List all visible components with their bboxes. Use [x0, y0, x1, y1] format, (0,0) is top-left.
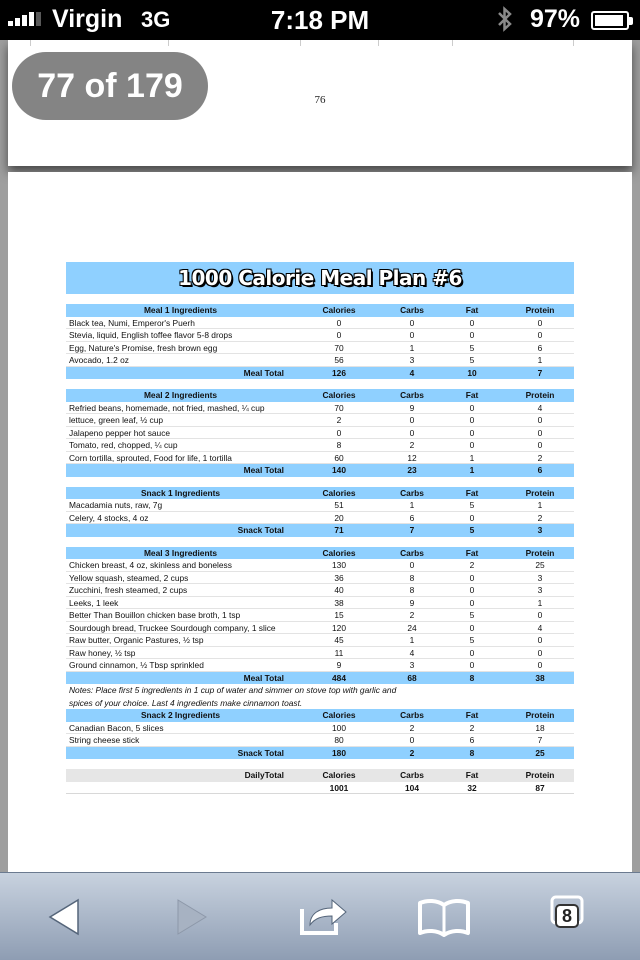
column-header: Fat — [465, 710, 479, 720]
ingredient-name: Refried beans, homemade, not fried, mashed, ¼ cup — [69, 402, 265, 413]
carbs-value: 6 — [409, 512, 415, 523]
daily-total-header — [66, 769, 574, 782]
table-row — [66, 572, 574, 585]
carbs-value: 0 — [409, 330, 415, 340]
carbs-value: 3 — [409, 355, 415, 365]
table-row — [66, 342, 574, 355]
carbs-value: 0 — [409, 735, 415, 745]
table-row — [66, 584, 574, 597]
ingredient-name: Canadian Bacon, 5 slices — [69, 722, 164, 733]
calories-value: 130 — [332, 560, 346, 570]
carbs-value: 1 — [409, 500, 415, 510]
fat-value: 0 — [469, 572, 475, 583]
total-calories: 484 — [332, 672, 346, 683]
carbs-value: 0 — [409, 317, 415, 328]
ingredient-name: Yellow squash, steamed, 2 cups — [69, 572, 189, 583]
carbs-value: 8 — [409, 572, 415, 583]
table-row — [66, 317, 574, 330]
ingredient-name: Chicken breast, 4 oz, skinless and boneless — [69, 560, 232, 570]
section-total-row — [66, 747, 574, 760]
calories-value: 60 — [334, 452, 344, 463]
notes-text: Notes: Place first 5 ingredients in 1 cup of water and simmer on stove top with garlic and — [69, 685, 397, 695]
battery-percent: 97% — [530, 5, 581, 33]
section-total-row — [66, 524, 574, 537]
section-title: Snack 2 Ingredients — [140, 710, 221, 720]
column-header: Fat — [465, 390, 479, 400]
protein-value: 2 — [537, 452, 543, 463]
protein-value: 3 — [537, 572, 543, 583]
calories-value: 80 — [334, 735, 344, 745]
section-total-row — [66, 464, 574, 477]
status-bar — [0, 0, 640, 40]
calories-value: 20 — [334, 512, 344, 523]
protein-value: 1 — [537, 597, 543, 608]
carrier-name: Virgin — [52, 5, 123, 33]
calories-value: 70 — [334, 402, 344, 413]
column-header: Fat — [465, 547, 479, 558]
column-header: Fat — [465, 770, 479, 780]
page-counter: 77 of 179 — [12, 52, 208, 120]
column-header: Carbs — [400, 487, 424, 498]
bookmarks-button[interactable] — [414, 887, 474, 947]
table-row — [66, 559, 574, 572]
meal-plan-title: 1000 Calorie Meal Plan #6 — [66, 262, 574, 294]
fat-value: 0 — [469, 427, 475, 438]
section-total-row — [66, 367, 574, 380]
calories-value: 40 — [334, 585, 344, 595]
total-carbs: 2 — [409, 747, 415, 758]
ingredient-name: Jalapeno pepper hot sauce — [69, 427, 171, 438]
table-row — [66, 622, 574, 635]
column-header: Calories — [322, 710, 356, 720]
total-calories: 126 — [332, 367, 346, 378]
fat-value: 0 — [469, 512, 475, 523]
total-carbs: 4 — [409, 367, 415, 378]
protein-value: 7 — [537, 735, 543, 745]
tabs-button[interactable] — [544, 887, 604, 947]
daily-protein: 87 — [535, 782, 545, 793]
carbs-value: 9 — [409, 402, 415, 413]
protein-value: 4 — [537, 622, 543, 633]
carbs-value: 4 — [409, 647, 415, 658]
fat-value: 5 — [469, 610, 475, 620]
total-calories: 140 — [332, 465, 346, 475]
calories-value: 0 — [336, 317, 342, 328]
column-header: Carbs — [400, 390, 424, 400]
table-row — [66, 634, 574, 647]
protein-value: 18 — [535, 722, 545, 733]
fat-value: 5 — [469, 500, 475, 510]
carbs-value: 0 — [409, 427, 415, 438]
protein-value: 0 — [537, 610, 543, 620]
calories-value: 51 — [334, 500, 344, 510]
calories-value: 11 — [334, 647, 344, 658]
total-carbs: 23 — [407, 465, 417, 475]
ingredient-name: Corn tortilla, sprouted, Food for life, 1 tortilla — [69, 452, 232, 463]
column-header: Fat — [465, 305, 479, 315]
ingredient-name: Better Than Bouillon chicken base broth, 1 tsp — [69, 610, 241, 620]
daily-total-row — [66, 782, 574, 795]
tabs-count: 8 — [555, 904, 579, 928]
total-carbs: 7 — [409, 525, 415, 535]
protein-value: 0 — [537, 635, 543, 645]
calories-value: 2 — [336, 415, 342, 425]
table-row — [66, 722, 574, 735]
notes-text: spices of your choice. Last 4 ingredients make cinnamon toast. — [69, 697, 303, 708]
carbs-value: 24 — [407, 622, 417, 633]
back-button[interactable] — [34, 887, 94, 947]
table-row — [66, 734, 574, 747]
total-fat: 10 — [467, 367, 477, 378]
ingredient-name: String cheese stick — [69, 735, 140, 745]
carbs-value: 2 — [409, 440, 415, 450]
total-fat: 8 — [469, 672, 475, 683]
current-page — [8, 172, 632, 872]
table-row — [66, 499, 574, 512]
section-header — [66, 389, 574, 402]
protein-value: 2 — [537, 512, 543, 523]
protein-value: 4 — [537, 402, 543, 413]
total-label: Meal Total — [243, 367, 284, 378]
calories-value: 45 — [334, 635, 344, 645]
daily-fat: 32 — [467, 782, 477, 793]
protein-value: 1 — [537, 500, 543, 510]
carbs-value: 12 — [407, 452, 417, 463]
column-header: Protein — [525, 305, 555, 315]
column-header: Protein — [525, 770, 555, 780]
column-header: Carbs — [400, 770, 424, 780]
carbs-value: 1 — [409, 635, 415, 645]
network-type: 3G — [141, 7, 171, 32]
table-row — [66, 439, 574, 452]
ingredient-name: Egg, Nature's Promise, fresh brown egg — [69, 342, 218, 353]
carbs-value: 0 — [409, 415, 415, 425]
daily-total-label: DailyTotal — [244, 770, 284, 780]
protein-value: 1 — [537, 355, 543, 365]
ingredient-name: Zucchini, fresh steamed, 2 cups — [69, 585, 188, 595]
total-protein: 38 — [535, 672, 545, 683]
calories-value: 100 — [332, 722, 346, 733]
table-row — [66, 354, 574, 367]
column-header: Calories — [322, 390, 356, 400]
protein-value: 0 — [537, 647, 543, 658]
battery-level-fill — [595, 15, 623, 26]
calories-value: 15 — [334, 610, 344, 620]
protein-value: 0 — [537, 440, 543, 450]
total-fat: 8 — [469, 747, 475, 758]
section-title: Meal 1 Ingredients — [143, 305, 218, 315]
ingredient-name: Black tea, Numi, Emperor's Puerh — [69, 317, 195, 328]
protein-value: 3 — [537, 585, 543, 595]
column-header: Fat — [465, 487, 479, 498]
section-total-row — [66, 672, 574, 685]
carbs-value: 8 — [409, 585, 415, 595]
calories-value: 120 — [332, 622, 346, 633]
fat-value: 2 — [469, 722, 475, 733]
section-title: Meal 2 Ingredients — [143, 390, 218, 400]
protein-value: 6 — [537, 342, 543, 353]
fat-value: 6 — [469, 735, 475, 745]
page-number: 76 — [314, 94, 326, 106]
protein-value: 0 — [537, 415, 543, 425]
ingredient-name: Macadamia nuts, raw, 7g — [69, 500, 163, 510]
protein-value: 0 — [537, 330, 543, 340]
bookmarks-icon — [417, 897, 471, 937]
section-header — [66, 547, 574, 560]
daily-calories: 1001 — [329, 782, 349, 793]
total-label: Snack Total — [237, 525, 284, 535]
ingredient-name: Avocado, 1.2 oz — [69, 355, 129, 365]
column-header: Carbs — [400, 305, 424, 315]
carbs-value: 0 — [409, 560, 415, 570]
total-fat: 1 — [469, 465, 475, 475]
table-row — [66, 609, 574, 622]
column-header: Calories — [322, 305, 356, 315]
calories-value: 36 — [334, 572, 344, 583]
fat-value: 2 — [469, 560, 475, 570]
table-row — [66, 597, 574, 610]
total-protein: 25 — [535, 747, 545, 758]
total-label: Meal Total — [243, 672, 284, 683]
total-carbs: 68 — [407, 672, 417, 683]
column-header: Calories — [322, 547, 356, 558]
total-protein: 3 — [537, 525, 543, 535]
table-row — [66, 512, 574, 525]
fat-value: 0 — [469, 597, 475, 608]
section-title: Snack 1 Ingredients — [140, 487, 221, 498]
fat-value: 0 — [469, 440, 475, 450]
column-header: Protein — [525, 487, 555, 498]
daily-carbs: 104 — [405, 782, 419, 793]
table-row — [66, 427, 574, 440]
carbs-value: 9 — [409, 597, 415, 608]
ingredient-name: lettuce, green leaf, ½ cup — [69, 415, 164, 425]
calories-value: 8 — [336, 440, 342, 450]
carbs-value: 2 — [409, 722, 415, 733]
total-protein: 7 — [537, 367, 543, 378]
table-row — [66, 329, 574, 342]
browser-toolbar — [0, 872, 640, 960]
column-header: Protein — [525, 547, 555, 558]
fat-value: 0 — [469, 622, 475, 633]
column-header: Carbs — [400, 547, 424, 558]
protein-value: 0 — [537, 427, 543, 438]
fat-value: 0 — [469, 415, 475, 425]
table-row — [66, 659, 574, 672]
clock: 7:18 PM — [270, 5, 370, 35]
ingredient-name: Celery, 4 stocks, 4 oz — [69, 512, 149, 523]
fat-value: 5 — [469, 635, 475, 645]
total-calories: 180 — [332, 747, 346, 758]
fat-value: 0 — [469, 402, 475, 413]
column-header: Carbs — [400, 710, 424, 720]
carbs-value: 1 — [409, 342, 415, 353]
fat-value: 0 — [469, 585, 475, 595]
protein-value: 25 — [535, 560, 545, 570]
table-row — [66, 402, 574, 415]
share-button[interactable] — [294, 887, 354, 947]
calories-value: 56 — [334, 355, 344, 365]
protein-value: 0 — [537, 660, 543, 670]
column-header: Protein — [525, 710, 555, 720]
fat-value: 5 — [469, 342, 475, 353]
forward-button[interactable] — [162, 887, 222, 947]
fat-value: 0 — [469, 330, 475, 340]
total-calories: 71 — [334, 525, 344, 535]
section-header — [66, 487, 574, 500]
fat-value: 1 — [469, 452, 475, 463]
table-row — [66, 647, 574, 660]
column-header: Protein — [525, 390, 555, 400]
ingredient-name: Leeks, 1 leek — [69, 597, 119, 608]
protein-value: 0 — [537, 317, 543, 328]
section-title: Meal 3 Ingredients — [143, 547, 218, 558]
ingredient-name: Ground cinnamon, ½ Tbsp sprinkled — [69, 660, 204, 670]
ingredient-name: Stevia, liquid, English toffee flavor 5-8 drops — [69, 330, 233, 340]
calories-value: 38 — [334, 597, 344, 608]
battery-icon — [591, 11, 629, 30]
calories-value: 0 — [336, 427, 342, 438]
carbs-value: 3 — [409, 660, 415, 670]
column-header: Calories — [322, 487, 356, 498]
section-header — [66, 304, 574, 317]
total-protein: 6 — [537, 465, 543, 475]
ingredient-name: Sourdough bread, Truckee Sourdough company, 1 slice — [69, 622, 276, 633]
total-fat: 5 — [469, 525, 475, 535]
section-header — [66, 709, 574, 722]
total-label: Snack Total — [237, 747, 284, 758]
share-icon — [296, 895, 352, 939]
total-label: Meal Total — [243, 465, 284, 475]
column-header: Calories — [322, 770, 356, 780]
document-viewer[interactable] — [0, 40, 640, 872]
fat-value: 0 — [469, 317, 475, 328]
forward-arrow-icon — [174, 897, 210, 937]
daily-total-spacer — [66, 782, 292, 794]
calories-value: 70 — [334, 342, 344, 353]
bluetooth-icon — [497, 5, 513, 40]
fat-value: 0 — [469, 660, 475, 670]
calories-value: 9 — [336, 660, 342, 670]
ingredient-name: Raw honey, ½ tsp — [69, 647, 136, 658]
calories-value: 0 — [336, 330, 342, 340]
carbs-value: 2 — [409, 610, 415, 620]
back-arrow-icon — [46, 897, 82, 937]
fat-value: 0 — [469, 647, 475, 658]
fat-value: 5 — [469, 355, 475, 365]
meal-plan-table — [66, 262, 574, 794]
ingredient-name: Raw butter, Organic Pastures, ½ tsp — [69, 635, 204, 645]
table-row — [66, 452, 574, 465]
ingredient-name: Tomato, red, chopped, ¼ cup — [69, 440, 178, 450]
table-row — [66, 414, 574, 427]
